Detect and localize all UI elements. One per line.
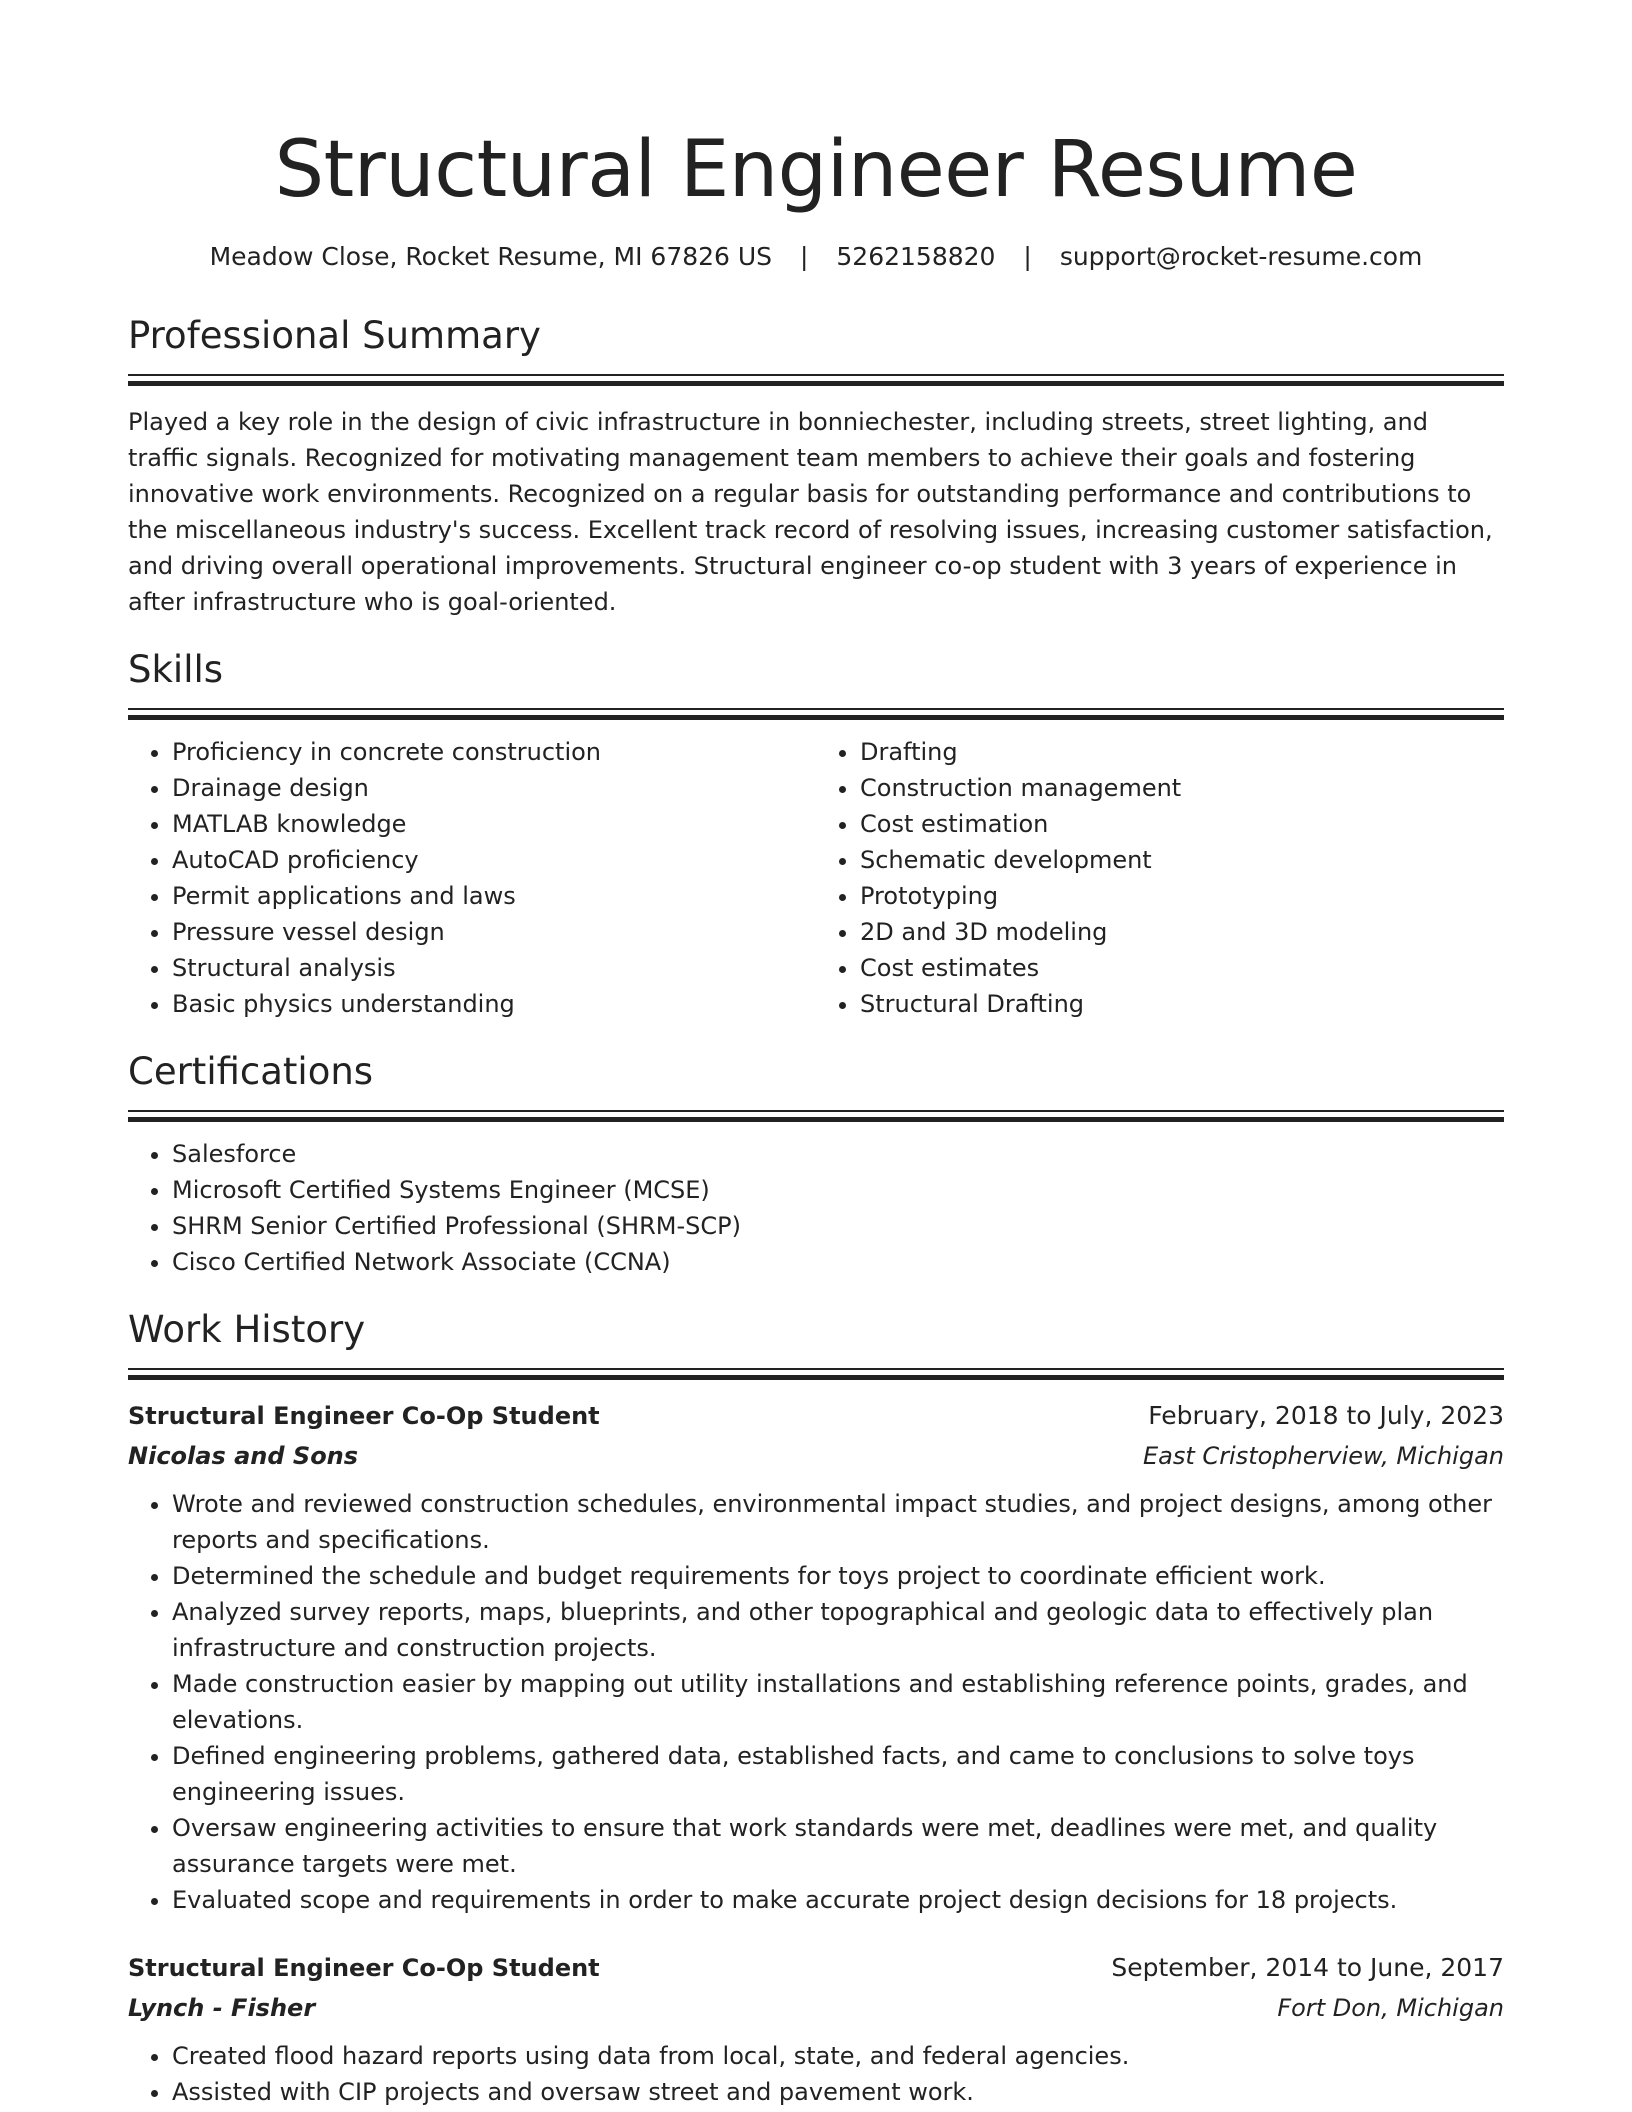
section-heading: Skills	[128, 648, 224, 691]
skills-column-right	[816, 734, 1504, 1022]
job-bullet: • Created flood hazard reports using data from local, state, and federal agencies.	[172, 2038, 1504, 2074]
job-bullet: • Wrote and reviewed construction schedules, environmental impact studies, and project designs, among other reports and specifications.	[172, 1486, 1504, 1558]
contact-email: support@rocket-resume.com	[1059, 242, 1423, 271]
skills-column-left	[128, 734, 816, 1022]
section-divider	[128, 1110, 1504, 1124]
section-divider	[128, 708, 1504, 722]
job-location: East Cristopherview, Michigan	[1143, 1442, 1504, 1470]
certifications-section	[128, 1048, 1504, 1280]
skill-item: • Drainage design	[172, 770, 816, 806]
job-bullet: • Analyzed survey reports, maps, blueprints, and other topographical and geologic data to effectively plan infrastructure and construction projects.	[172, 1594, 1504, 1666]
job-location: Fort Don, Michigan	[1277, 1994, 1504, 2022]
skill-item: • Structural analysis	[172, 950, 816, 986]
certification-item: • SHRM Senior Certified Professional (SHRM-SCP)	[172, 1208, 1504, 1244]
contact-separator: |	[800, 242, 809, 271]
job-bullet: • Assisted with CIP projects and oversaw street and pavement work.	[172, 2074, 1504, 2110]
certifications-list	[128, 1136, 1504, 1280]
contact-separator: |	[1023, 242, 1032, 271]
certification-item: • Microsoft Certified Systems Engineer (MCSE)	[172, 1172, 1504, 1208]
section-heading: Professional Summary	[128, 314, 541, 357]
job-title: Structural Engineer Co-Op Student	[128, 1954, 600, 1982]
skill-item: • Structural Drafting	[860, 986, 1504, 1022]
certification-item: • Salesforce	[172, 1136, 1504, 1172]
skill-item: • 2D and 3D modeling	[860, 914, 1504, 950]
skill-item: • Cost estimation	[860, 806, 1504, 842]
skill-item: • MATLAB knowledge	[172, 806, 816, 842]
job-dates: September, 2014 to June, 2017	[1111, 1953, 1504, 1982]
job-entry	[128, 1948, 1504, 2110]
job-company: Lynch - Fisher	[128, 1994, 316, 2022]
skill-item: • Cost estimates	[860, 950, 1504, 986]
summary-text: Played a key role in the design of civic infrastructure in bonniechester, including streets, street lighting, and traffic signals. Recognized for motivating management team members to achieve their goals and fostering innovative work environments. Recognized on a regular basis for outstanding performance and contributions to the miscellaneous industry's success. Excellent track record of resolving issues, increasing customer satisfaction, and driving overall operational improvements. Structural engineer co-op student with 3 years of experience in after infrastructure who is goal-oriented.	[128, 408, 1493, 616]
job-header	[128, 1396, 1504, 1436]
job-dates: February, 2018 to July, 2023	[1148, 1401, 1504, 1430]
job-bullets	[128, 1486, 1504, 1918]
job-bullet: • Oversaw engineering activities to ensure that work standards were met, deadlines were met, and quality assurance targets were met.	[172, 1810, 1504, 1882]
resume-title: Structural Engineer Resume	[274, 125, 1358, 215]
skill-item: • Pressure vessel design	[172, 914, 816, 950]
skills-grid	[128, 734, 1504, 1022]
contact-address: Meadow Close, Rocket Resume, MI 67826 US	[209, 242, 773, 271]
job-bullet: • Determined the schedule and budget requirements for toys project to coordinate efficient work.	[172, 1558, 1504, 1594]
summary-section	[128, 312, 1504, 620]
job-company: Nicolas and Sons	[128, 1442, 359, 1470]
skill-item: • Proficiency in concrete construction	[172, 734, 816, 770]
job-bullets	[128, 2038, 1504, 2110]
job-subheader	[128, 1436, 1504, 1476]
skill-item: • AutoCAD proficiency	[172, 842, 816, 878]
section-divider	[128, 374, 1504, 388]
section-heading: Work History	[128, 1308, 366, 1351]
contact-phone: 5262158820	[836, 242, 996, 271]
skill-item: • Construction management	[860, 770, 1504, 806]
job-entry	[128, 1396, 1504, 1918]
section-heading: Certifications	[128, 1050, 374, 1093]
job-bullet: • Defined engineering problems, gathered data, established facts, and came to conclusions to solve toys engineering issues.	[172, 1738, 1504, 1810]
job-title: Structural Engineer Co-Op Student	[128, 1402, 600, 1430]
skills-section	[128, 646, 1504, 1022]
skill-item: • Schematic development	[860, 842, 1504, 878]
job-header	[128, 1948, 1504, 1988]
job-bullet: • Made construction easier by mapping out utility installations and establishing reference points, grades, and elevations.	[172, 1666, 1504, 1738]
skill-item: • Prototyping	[860, 878, 1504, 914]
certification-item: • Cisco Certified Network Associate (CCNA)	[172, 1244, 1504, 1280]
skill-item: • Permit applications and laws	[172, 878, 816, 914]
work-history-section	[128, 1306, 1504, 2110]
job-bullet: • Evaluated scope and requirements in order to make accurate project design decisions for 18 projects.	[172, 1882, 1504, 1918]
job-subheader	[128, 1988, 1504, 2028]
section-divider	[128, 1368, 1504, 1382]
skill-item: • Drafting	[860, 734, 1504, 770]
skill-item: • Basic physics understanding	[172, 986, 816, 1022]
contact-line	[128, 240, 1504, 274]
